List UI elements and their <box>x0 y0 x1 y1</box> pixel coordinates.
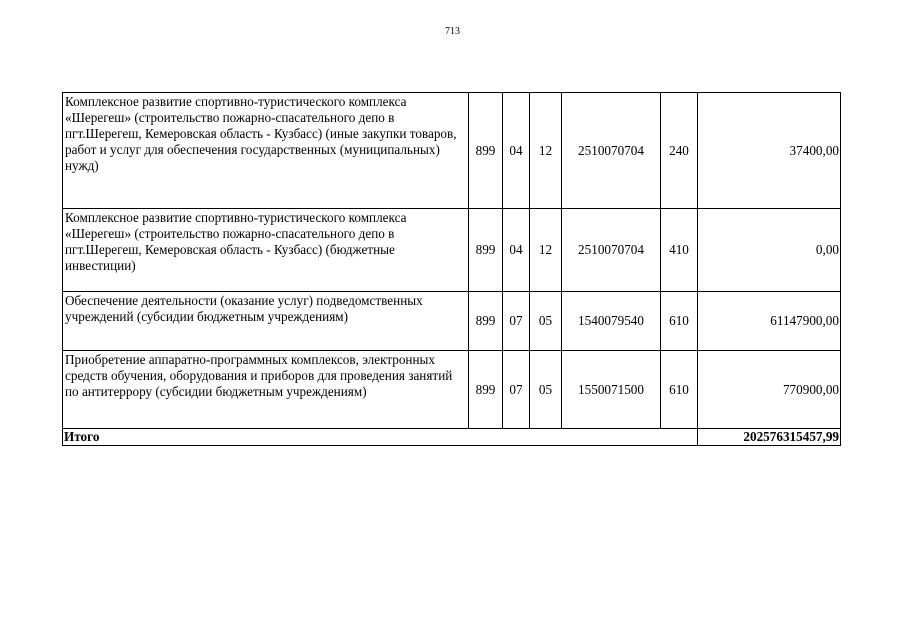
table-row <box>63 93 841 209</box>
budget-table <box>62 92 841 446</box>
subsection-code: 12 <box>530 93 562 209</box>
amount-value: 770900,00 <box>698 351 841 429</box>
row-description: Комплексное развитие спортивно-туристического комплекса «Шерегеш» (строительство пожарно-спасательного депо в пгт.Шерегеш, Кемеровская область - Кузбасс) (иные закупки товаров, работ и услуг для обеспечения государственных (муниципальных) нужд) <box>63 93 469 209</box>
row-description: Приобретение аппаратно-программных комплексов, электронных средств обучения, оборудования и приборов для проведения занятий по антитеррору (субсидии бюджетным учреждениям) <box>63 351 469 429</box>
subsection-code: 05 <box>530 292 562 351</box>
table-row <box>63 209 841 292</box>
expense-type-code: 410 <box>661 209 698 292</box>
page-number: 713 <box>445 26 460 37</box>
ministry-code: 899 <box>469 292 503 351</box>
expense-type-code: 610 <box>661 292 698 351</box>
table-row <box>63 351 841 429</box>
amount-value: 0,00 <box>698 209 841 292</box>
amount-value: 37400,00 <box>698 93 841 209</box>
table-row <box>63 292 841 351</box>
target-article-code: 1550071500 <box>562 351 661 429</box>
target-article-code: 2510070704 <box>562 209 661 292</box>
row-description: Обеспечение деятельности (оказание услуг) подведомственных учреждений (субсидии бюджетным учреждениям) <box>63 292 469 351</box>
ministry-code: 899 <box>469 351 503 429</box>
total-amount: 202576315457,99 <box>698 429 841 446</box>
section-code: 07 <box>503 351 530 429</box>
expense-type-code: 610 <box>661 351 698 429</box>
subsection-code: 12 <box>530 209 562 292</box>
ministry-code: 899 <box>469 209 503 292</box>
target-article-code: 2510070704 <box>562 93 661 209</box>
section-code: 04 <box>503 93 530 209</box>
ministry-code: 899 <box>469 93 503 209</box>
row-description: Комплексное развитие спортивно-туристического комплекса «Шерегеш» (строительство пожарно-спасательного депо в пгт.Шерегеш, Кемеровская область - Кузбасс) (бюджетные инвестиции) <box>63 209 469 292</box>
total-label: Итого <box>63 429 698 446</box>
amount-value: 61147900,00 <box>698 292 841 351</box>
section-code: 07 <box>503 292 530 351</box>
target-article-code: 1540079540 <box>562 292 661 351</box>
total-row <box>63 429 841 446</box>
expense-type-code: 240 <box>661 93 698 209</box>
section-code: 04 <box>503 209 530 292</box>
subsection-code: 05 <box>530 351 562 429</box>
